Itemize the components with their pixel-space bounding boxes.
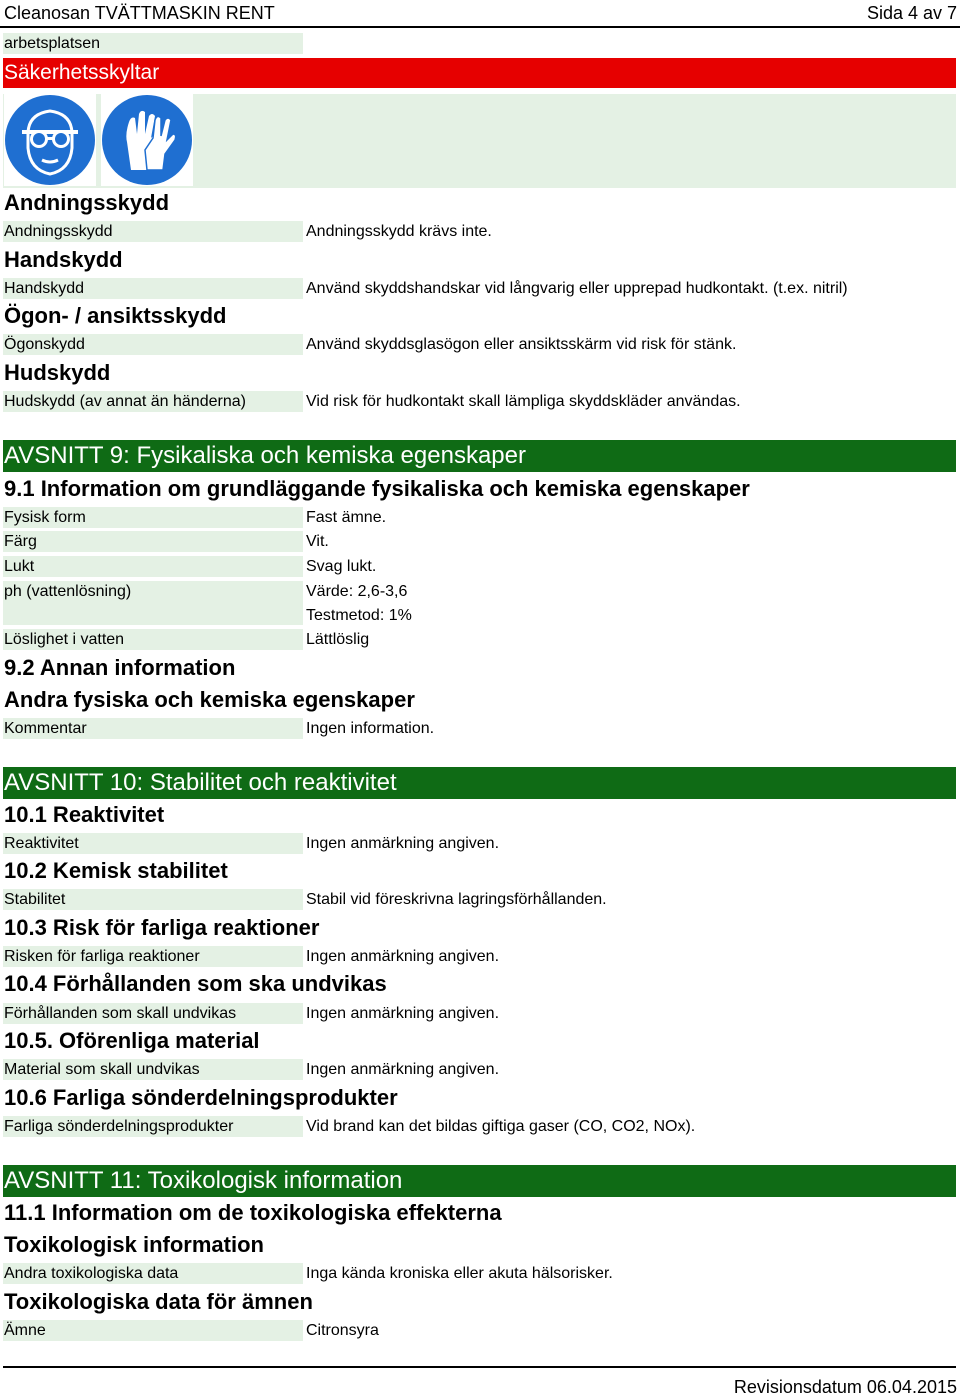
value-respiratory: Andningsskydd krävs inte. (306, 223, 492, 240)
value-skin: Vid risk för hudkontakt skall lämpliga skyddskläder användas. (306, 393, 741, 410)
value-hand: Använd skyddshandskar vid långvarig eller upprepad hudkontakt. (t.ex. nitril) (306, 280, 848, 297)
label-hazardous-reactions: Risken för farliga reaktioner (3, 946, 303, 967)
section-11-1-heading: 11.1 Information om de toxikologiska effekterna (4, 1200, 502, 1225)
value-decomposition-products: Vid brand kan det bildas giftiga gaser (CO, CO2, NOx). (306, 1118, 696, 1135)
label-eye: Ögonskydd (3, 334, 303, 355)
value-odor: Svag lukt. (306, 558, 377, 575)
safety-signs-title: Säkerhetsskyltar (3, 58, 956, 88)
label-solubility: Löslighet i vatten (3, 629, 303, 650)
value-incompatible-materials: Ingen anmärkning angiven. (306, 1061, 500, 1078)
heading-skin: Hudskydd (4, 360, 111, 385)
company-name: Cleanosan TVÄTTMASKIN RENT (4, 3, 275, 23)
value-ph: Värde: 2,6-3,6 (306, 583, 408, 600)
section-10-6-heading: 10.6 Farliga sönderdelningsprodukter (4, 1085, 398, 1110)
heading-respiratory: Andningsskydd (4, 190, 170, 215)
value-conditions-avoid: Ingen anmärkning angiven. (306, 1005, 500, 1022)
heading-eye: Ögon- / ansiktsskydd (4, 303, 227, 328)
section-10-4-heading: 10.4 Förhållanden som ska undvikas (4, 971, 387, 996)
section-9-title: AVSNITT 9: Fysikaliska och kemiska egenskaper (3, 440, 956, 472)
other-properties-heading: Andra fysiska och kemiska egenskaper (4, 687, 415, 712)
section-10-5-heading: 10.5. Oförenliga material (4, 1028, 260, 1053)
value-hazardous-reactions: Ingen anmärkning angiven. (306, 948, 500, 965)
label-hand: Handskydd (3, 278, 303, 299)
label-decomposition-products: Farliga sönderdelningsprodukter (3, 1116, 303, 1137)
value-reactivity: Ingen anmärkning angiven. (306, 835, 500, 852)
label-conditions-avoid: Förhållanden som skall undvikas (3, 1003, 303, 1024)
tox-data-substances-heading: Toxikologiska data för ämnen (4, 1289, 313, 1314)
protective-gloves-icon (101, 94, 193, 186)
value-substance: Citronsyra (306, 1322, 379, 1339)
section-10-title: AVSNITT 10: Stabilitet och reaktivitet (3, 767, 956, 799)
label-respiratory: Andningsskydd (3, 221, 303, 242)
label-physical-form: Fysisk form (3, 507, 303, 528)
page-number: Sida 4 av 7 (866, 3, 957, 23)
label-color: Färg (3, 531, 303, 552)
top-label: arbetsplatsen (3, 33, 303, 54)
section-10-2-heading: 10.2 Kemisk stabilitet (4, 858, 228, 883)
label-incompatible-materials: Material som skall undvikas (3, 1059, 303, 1080)
toxicological-info-heading: Toxikologisk information (4, 1232, 264, 1257)
section-9-2-heading: 9.2 Annan information (4, 655, 236, 680)
section-9-1-heading: 9.1 Information om grundläggande fysikaliska och kemiska egenskaper (4, 476, 750, 501)
section-10-1-heading: 10.1 Reaktivitet (4, 802, 165, 827)
label-ph: ph (vattenlösning) (3, 581, 303, 625)
label-skin: Hudskydd (av annat än händerna) (3, 391, 303, 412)
value-color: Vit. (306, 533, 329, 550)
label-substance: Ämne (3, 1320, 303, 1341)
value-physical-form: Fast ämne. (306, 509, 387, 526)
value-eye: Använd skyddsglasögon eller ansiktsskärm vid risk för stänk. (306, 336, 737, 353)
value-comment: Ingen information. (306, 720, 435, 737)
value-ph-method: Testmetod: 1% (306, 607, 412, 624)
safety-goggles-icon (4, 94, 96, 186)
value-stability: Stabil vid föreskrivna lagringsförhållanden. (306, 891, 607, 908)
label-reactivity: Reaktivitet (3, 833, 303, 854)
value-other-tox-data: Inga kända kroniska eller akuta hälsorisker. (306, 1265, 613, 1282)
label-stability: Stabilitet (3, 889, 303, 910)
label-odor: Lukt (3, 556, 303, 577)
footer-divider (3, 1366, 956, 1368)
value-solubility: Lättlöslig (306, 631, 370, 648)
section-10-3-heading: 10.3 Risk för farliga reaktioner (4, 915, 320, 940)
label-comment: Kommentar (3, 718, 303, 739)
revision-date: Revisionsdatum 06.04.2015 (733, 1377, 957, 1397)
label-other-tox-data: Andra toxikologiska data (3, 1263, 303, 1284)
section-11-title: AVSNITT 11: Toxikologisk information (3, 1165, 956, 1197)
heading-hand: Handskydd (4, 247, 123, 272)
page-header (0, 0, 960, 28)
